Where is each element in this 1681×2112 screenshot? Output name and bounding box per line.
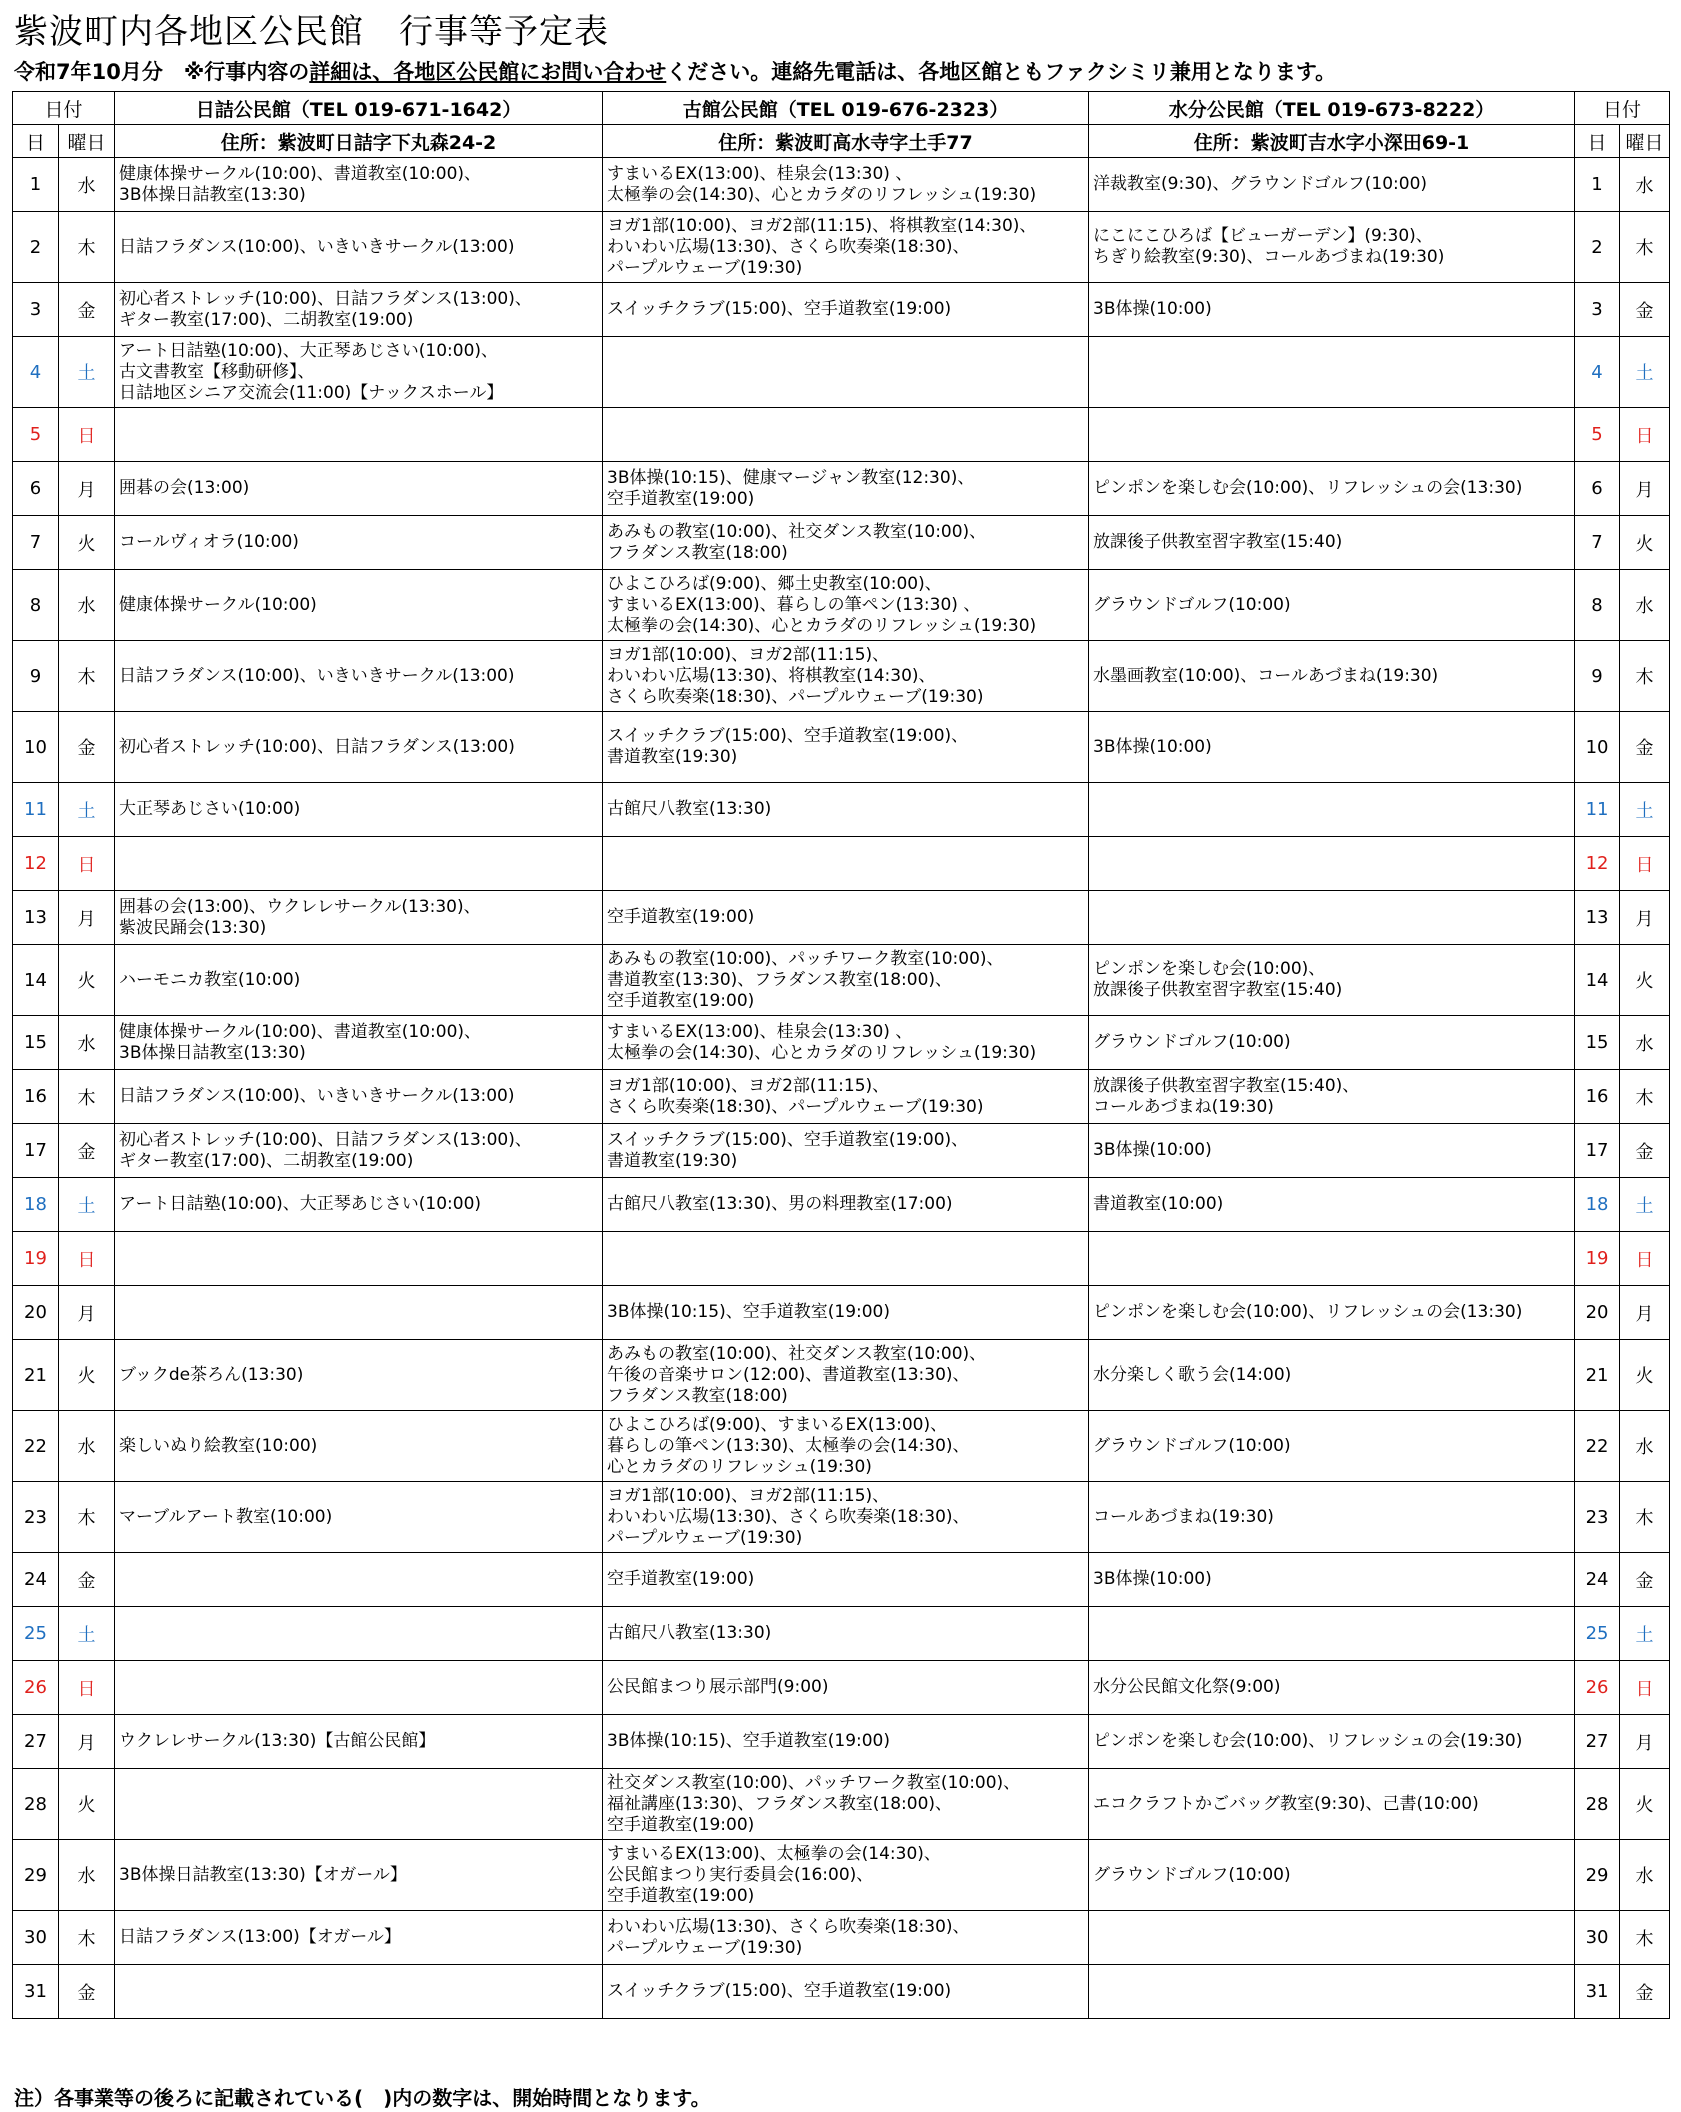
day-cell: 3 [13,283,59,337]
day-cell-right: 7 [1575,516,1620,570]
weekday-cell-right: 水 [1620,158,1670,212]
day-cell-right: 13 [1575,891,1620,945]
hizume-events: 健康体操サークル(10:00)、書道教室(10:00)、 3B体操日詰教室(13:30) [115,158,603,212]
day-cell: 2 [13,212,59,283]
hizume-events [115,1232,603,1286]
furudate-events: 古館尺八教室(13:30)、男の料理教室(17:00) [603,1178,1089,1232]
furudate-events: あみもの教室(10:00)、社交ダンス教室(10:00)、 フラダンス教室(18:00) [603,516,1089,570]
furudate-events: 3B体操(10:15)、空手道教室(19:00) [603,1286,1089,1340]
weekday-cell-right: 月 [1620,1715,1670,1769]
furudate-events [603,337,1089,408]
hall-name-mizuwake: 水分公民館（TEL 019-673-8222） [1089,92,1575,125]
furudate-events: ひよこひろば(9:00)、郷土史教室(10:00)、 すまいるEX(13:00)、暮らしの筆ペン(13:30) 、 太極拳の会(14:30)、心とカラダのリフレッシュ(19:30) [603,570,1089,641]
day-cell: 23 [13,1482,59,1553]
table-row [13,1607,1670,1661]
mizuwake-events: グラウンドゴルフ(10:00) [1089,1016,1575,1070]
mizuwake-events: ピンポンを楽しむ会(10:00)、リフレッシュの会(13:30) [1089,1286,1575,1340]
day-cell: 20 [13,1286,59,1340]
mizuwake-events: にこにこひろば【ビューガーデン】(9:30)、 ちぎり絵教室(9:30)、コールあづまね(19:30) [1089,212,1575,283]
furudate-events: ヨガ1部(10:00)、ヨガ2部(11:15)、 わいわい広場(13:30)、さくら吹奏楽(18:30)、 パープルウェーブ(19:30) [603,1482,1089,1553]
table-row [13,337,1670,408]
weekday-cell-right: 火 [1620,516,1670,570]
day-cell: 28 [13,1769,59,1840]
furudate-events: ヨガ1部(10:00)、ヨガ2部(11:15)、 さくら吹奏楽(18:30)、パープルウェーブ(19:30) [603,1070,1089,1124]
weekday-cell: 木 [59,1070,115,1124]
day-cell: 5 [13,408,59,462]
weekday-cell-right: 日 [1620,837,1670,891]
day-cell: 30 [13,1911,59,1965]
mizuwake-events: 水墨画教室(10:00)、コールあづまね(19:30) [1089,641,1575,712]
weekday-cell-right: 水 [1620,1840,1670,1911]
weekday-cell: 土 [59,337,115,408]
table-row [13,1661,1670,1715]
day-header-left: 日 [13,125,59,158]
header-row-2 [13,125,1670,158]
furudate-events: 空手道教室(19:00) [603,891,1089,945]
hall-address-furudate: 住所：紫波町高水寺字土手77 [603,125,1089,158]
weekday-cell-right: 火 [1620,945,1670,1016]
furudate-events: すまいるEX(13:00)、桂泉会(13:30) 、 太極拳の会(14:30)、心とカラダのリフレッシュ(19:30) [603,1016,1089,1070]
hizume-events: 囲碁の会(13:00) [115,462,603,516]
day-cell: 8 [13,570,59,641]
day-cell-right: 29 [1575,1840,1620,1911]
day-cell-right: 4 [1575,337,1620,408]
hizume-events: 囲碁の会(13:00)、ウクレレサークル(13:30)、 紫波民踊会(13:30) [115,891,603,945]
weekday-cell-right: 金 [1620,1553,1670,1607]
day-cell-right: 18 [1575,1178,1620,1232]
hizume-events: マーブルアート教室(10:00) [115,1482,603,1553]
table-row [13,1286,1670,1340]
hizume-events: アート日詰塾(10:00)、大正琴あじさい(10:00) [115,1178,603,1232]
mizuwake-events [1089,837,1575,891]
weekday-cell-right: 水 [1620,570,1670,641]
furudate-events: ひよこひろば(9:00)、すまいるEX(13:00)、 暮らしの筆ペン(13:30)、太極拳の会(14:30)、 心とカラダのリフレッシュ(19:30) [603,1411,1089,1482]
weekday-cell: 火 [59,945,115,1016]
mizuwake-events: 水分公民館文化祭(9:00) [1089,1661,1575,1715]
table-row [13,641,1670,712]
weekday-cell: 金 [59,712,115,783]
mizuwake-events: ピンポンを楽しむ会(10:00)、リフレッシュの会(13:30) [1089,462,1575,516]
table-row [13,1411,1670,1482]
mizuwake-events: ピンポンを楽しむ会(10:00)、リフレッシュの会(19:30) [1089,1715,1575,1769]
hizume-events: 日詰フラダンス(10:00)、いきいきサークル(13:00) [115,641,603,712]
footnote: 注）各事業等の後ろに記載されている( )内の数字は、開始時間となります。 [14,2086,711,2110]
mizuwake-events: 放課後子供教室習字教室(15:40) [1089,516,1575,570]
day-cell-right: 10 [1575,712,1620,783]
weekday-cell: 日 [59,408,115,462]
weekday-cell-right: 月 [1620,891,1670,945]
hizume-events: 健康体操サークル(10:00) [115,570,603,641]
day-cell-right: 5 [1575,408,1620,462]
table-row [13,837,1670,891]
furudate-events: あみもの教室(10:00)、社交ダンス教室(10:00)、 午後の音楽サロン(12:00)、書道教室(13:30)、 フラダンス教室(18:00) [603,1340,1089,1411]
mizuwake-events [1089,337,1575,408]
table-row [13,1769,1670,1840]
day-cell-right: 14 [1575,945,1620,1016]
table-row [13,1178,1670,1232]
table-row [13,783,1670,837]
day-cell-right: 25 [1575,1607,1620,1661]
furudate-events: ヨガ1部(10:00)、ヨガ2部(11:15)、 わいわい広場(13:30)、将棋教室(14:30)、 さくら吹奏楽(18:30)、パープルウェーブ(19:30) [603,641,1089,712]
hizume-events [115,1661,603,1715]
table-row [13,283,1670,337]
mizuwake-events: 3B体操(10:00) [1089,1553,1575,1607]
day-cell: 25 [13,1607,59,1661]
day-cell-right: 3 [1575,283,1620,337]
weekday-cell: 日 [59,837,115,891]
day-cell-right: 31 [1575,1965,1620,2019]
hizume-events: 楽しいぬり絵教室(10:00) [115,1411,603,1482]
weekday-cell-right: 日 [1620,1661,1670,1715]
weekday-cell-right: 土 [1620,783,1670,837]
subtitle [14,56,1336,86]
day-cell-right: 17 [1575,1124,1620,1178]
hizume-events [115,1607,603,1661]
day-cell: 10 [13,712,59,783]
weekday-cell: 日 [59,1661,115,1715]
day-cell-right: 28 [1575,1769,1620,1840]
weekday-cell: 木 [59,1911,115,1965]
hizume-events: 3B体操日詰教室(13:30)【オガール】 [115,1840,603,1911]
weekday-cell: 木 [59,641,115,712]
weekday-cell-right: 水 [1620,1411,1670,1482]
weekday-cell: 水 [59,1840,115,1911]
table-row [13,712,1670,783]
table-row [13,1482,1670,1553]
weekday-cell-right: 火 [1620,1769,1670,1840]
furudate-events [603,1232,1089,1286]
weekday-cell: 月 [59,462,115,516]
day-cell-right: 22 [1575,1411,1620,1482]
day-cell-right: 8 [1575,570,1620,641]
hizume-events: 初心者ストレッチ(10:00)、日詰フラダンス(13:00) [115,712,603,783]
weekday-cell-right: 月 [1620,1286,1670,1340]
furudate-events: 空手道教室(19:00) [603,1553,1089,1607]
hizume-events [115,408,603,462]
hizume-events: 大正琴あじさい(10:00) [115,783,603,837]
weekday-cell: 火 [59,1769,115,1840]
schedule-table [12,91,1670,2019]
weekday-cell: 水 [59,1411,115,1482]
day-cell: 4 [13,337,59,408]
day-header-right: 日 [1575,125,1620,158]
mizuwake-events [1089,408,1575,462]
hizume-events: ハーモニカ教室(10:00) [115,945,603,1016]
furudate-events: ヨガ1部(10:00)、ヨガ2部(11:15)、将棋教室(14:30)、 わいわい広場(13:30)、さくら吹奏楽(18:30)、 パープルウェーブ(19:30) [603,212,1089,283]
day-cell: 14 [13,945,59,1016]
hizume-events [115,1286,603,1340]
weekday-cell-right: 土 [1620,1178,1670,1232]
day-cell: 22 [13,1411,59,1482]
mizuwake-events: コールあづまね(19:30) [1089,1482,1575,1553]
weekday-cell-right: 木 [1620,641,1670,712]
hall-address-hizume: 住所：紫波町日詰字下丸森24-2 [115,125,603,158]
weekday-cell: 土 [59,783,115,837]
weekday-cell: 日 [59,1232,115,1286]
table-row [13,891,1670,945]
mizuwake-events: 洋裁教室(9:30)、グラウンドゴルフ(10:00) [1089,158,1575,212]
weekday-cell: 火 [59,1340,115,1411]
day-cell-right: 27 [1575,1715,1620,1769]
table-row [13,1124,1670,1178]
subtitle-post: ください。連絡先電話は、各地区館ともファクシミリ兼用となります。 [666,60,1337,84]
day-cell: 29 [13,1840,59,1911]
table-row [13,1340,1670,1411]
furudate-events [603,837,1089,891]
table-row [13,570,1670,641]
hizume-events: アート日詰塾(10:00)、大正琴あじさい(10:00)、 古文書教室【移動研修】、 日詰地区シニア交流会(11:00)【ナックスホール】 [115,337,603,408]
weekday-cell-right: 水 [1620,1016,1670,1070]
date-group-header-right: 日付 [1575,92,1670,125]
table-row [13,1911,1670,1965]
furudate-events: すまいるEX(13:00)、桂泉会(13:30) 、 太極拳の会(14:30)、心とカラダのリフレッシュ(19:30) [603,158,1089,212]
mizuwake-events [1089,1911,1575,1965]
day-cell-right: 24 [1575,1553,1620,1607]
date-group-header-left: 日付 [13,92,115,125]
day-cell-right: 26 [1575,1661,1620,1715]
weekday-cell-right: 土 [1620,1607,1670,1661]
day-cell: 16 [13,1070,59,1124]
hizume-events [115,1769,603,1840]
furudate-events: すまいるEX(13:00)、太極拳の会(14:30)、 公民館まつり実行委員会(16:00)、 空手道教室(19:00) [603,1840,1089,1911]
day-cell-right: 15 [1575,1016,1620,1070]
hizume-events [115,837,603,891]
day-cell: 12 [13,837,59,891]
mizuwake-events: ピンポンを楽しむ会(10:00)、 放課後子供教室習字教室(15:40) [1089,945,1575,1016]
weekday-header-left: 曜日 [59,125,115,158]
day-cell-right: 30 [1575,1911,1620,1965]
day-cell: 18 [13,1178,59,1232]
hizume-events: 健康体操サークル(10:00)、書道教室(10:00)、 3B体操日詰教室(13:30) [115,1016,603,1070]
day-cell: 7 [13,516,59,570]
weekday-cell-right: 金 [1620,1965,1670,2019]
mizuwake-events: 3B体操(10:00) [1089,283,1575,337]
weekday-cell-right: 日 [1620,408,1670,462]
table-row [13,158,1670,212]
table-row [13,212,1670,283]
table-row [13,1715,1670,1769]
weekday-cell: 金 [59,1124,115,1178]
table-row [13,1016,1670,1070]
mizuwake-events [1089,1965,1575,2019]
table-row [13,1965,1670,2019]
hizume-events [115,1965,603,2019]
hizume-events: 日詰フラダンス(13:00)【オガール】 [115,1911,603,1965]
mizuwake-events: 水分楽しく歌う会(14:00) [1089,1340,1575,1411]
day-cell: 13 [13,891,59,945]
weekday-cell: 金 [59,1965,115,2019]
mizuwake-events: グラウンドゴルフ(10:00) [1089,1840,1575,1911]
weekday-header-right: 曜日 [1620,125,1670,158]
weekday-cell: 月 [59,1286,115,1340]
hizume-events: コールヴィオラ(10:00) [115,516,603,570]
weekday-cell: 木 [59,1482,115,1553]
mizuwake-events: 書道教室(10:00) [1089,1178,1575,1232]
furudate-events: スイッチクラブ(15:00)、空手道教室(19:00)、 書道教室(19:30) [603,1124,1089,1178]
weekday-cell-right: 火 [1620,1340,1670,1411]
table-row [13,1232,1670,1286]
weekday-cell-right: 木 [1620,1482,1670,1553]
furudate-events: 社交ダンス教室(10:00)、パッチワーク教室(10:00)、 福祉講座(13:30)、フラダンス教室(18:00)、 空手道教室(19:00) [603,1769,1089,1840]
weekday-cell-right: 木 [1620,1911,1670,1965]
day-cell-right: 9 [1575,641,1620,712]
day-cell-right: 16 [1575,1070,1620,1124]
hizume-events: ウクレレサークル(13:30)【古館公民館】 [115,1715,603,1769]
furudate-events [603,408,1089,462]
day-cell: 26 [13,1661,59,1715]
mizuwake-events [1089,783,1575,837]
hizume-events: ブックde茶ろん(13:30) [115,1340,603,1411]
hall-name-hizume: 日詰公民館（TEL 019-671-1642） [115,92,603,125]
mizuwake-events: 3B体操(10:00) [1089,712,1575,783]
weekday-cell: 水 [59,158,115,212]
mizuwake-events: 3B体操(10:00) [1089,1124,1575,1178]
hall-name-furudate: 古館公民館（TEL 019-676-2323） [603,92,1089,125]
hizume-events [115,1553,603,1607]
subtitle-emphasis: 詳細は、各地区公民館にお問い合わせ [309,60,667,84]
mizuwake-events: グラウンドゴルフ(10:00) [1089,570,1575,641]
day-cell-right: 23 [1575,1482,1620,1553]
weekday-cell: 金 [59,283,115,337]
furudate-events: 3B体操(10:15)、空手道教室(19:00) [603,1715,1089,1769]
mizuwake-events [1089,1232,1575,1286]
weekday-cell-right: 月 [1620,462,1670,516]
mizuwake-events: グラウンドゴルフ(10:00) [1089,1411,1575,1482]
mizuwake-events [1089,1607,1575,1661]
period-label: 令和7年10月分 [14,60,163,84]
furudate-events: 3B体操(10:15)、健康マージャン教室(12:30)、 空手道教室(19:00) [603,462,1089,516]
day-cell: 15 [13,1016,59,1070]
weekday-cell-right: 日 [1620,1232,1670,1286]
day-cell-right: 20 [1575,1286,1620,1340]
hizume-events: 初心者ストレッチ(10:00)、日詰フラダンス(13:00)、 ギター教室(17:00)、二胡教室(19:00) [115,283,603,337]
day-cell: 24 [13,1553,59,1607]
weekday-cell: 木 [59,212,115,283]
weekday-cell: 火 [59,516,115,570]
day-cell: 27 [13,1715,59,1769]
table-row [13,945,1670,1016]
day-cell-right: 6 [1575,462,1620,516]
weekday-cell-right: 木 [1620,212,1670,283]
table-row [13,1840,1670,1911]
weekday-cell-right: 金 [1620,712,1670,783]
subtitle-pre: ※行事内容の [162,60,310,84]
mizuwake-events: 放課後子供教室習字教室(15:40)、 コールあづまね(19:30) [1089,1070,1575,1124]
weekday-cell-right: 金 [1620,283,1670,337]
weekday-cell: 月 [59,891,115,945]
table-row [13,408,1670,462]
day-cell: 9 [13,641,59,712]
hall-address-mizuwake: 住所：紫波町吉水字小深田69-1 [1089,125,1575,158]
furudate-events: あみもの教室(10:00)、パッチワーク教室(10:00)、 書道教室(13:30)、フラダンス教室(18:00)、 空手道教室(19:00) [603,945,1089,1016]
furudate-events: わいわい広場(13:30)、さくら吹奏楽(18:30)、 パープルウェーブ(19:30) [603,1911,1089,1965]
hizume-events: 初心者ストレッチ(10:00)、日詰フラダンス(13:00)、 ギター教室(17:00)、二胡教室(19:00) [115,1124,603,1178]
table-row [13,516,1670,570]
furudate-events: 古館尺八教室(13:30) [603,783,1089,837]
day-cell: 11 [13,783,59,837]
weekday-cell-right: 金 [1620,1124,1670,1178]
table-row [13,1553,1670,1607]
mizuwake-events: エコクラフトかごバッグ教室(9:30)、己書(10:00) [1089,1769,1575,1840]
weekday-cell-right: 木 [1620,1070,1670,1124]
day-cell-right: 2 [1575,212,1620,283]
weekday-cell: 土 [59,1607,115,1661]
day-cell: 6 [13,462,59,516]
weekday-cell: 土 [59,1178,115,1232]
furudate-events: 古館尺八教室(13:30) [603,1607,1089,1661]
weekday-cell: 月 [59,1715,115,1769]
weekday-cell: 水 [59,570,115,641]
day-cell: 31 [13,1965,59,2019]
mizuwake-events [1089,891,1575,945]
hizume-events: 日詰フラダンス(10:00)、いきいきサークル(13:00) [115,212,603,283]
table-row [13,462,1670,516]
day-cell: 17 [13,1124,59,1178]
day-cell-right: 1 [1575,158,1620,212]
table-row [13,1070,1670,1124]
day-cell-right: 21 [1575,1340,1620,1411]
hizume-events: 日詰フラダンス(10:00)、いきいきサークル(13:00) [115,1070,603,1124]
weekday-cell: 金 [59,1553,115,1607]
weekday-cell-right: 土 [1620,337,1670,408]
header-row-1 [13,92,1670,125]
day-cell-right: 12 [1575,837,1620,891]
furudate-events: 公民館まつり展示部門(9:00) [603,1661,1089,1715]
furudate-events: スイッチクラブ(15:00)、空手道教室(19:00) [603,283,1089,337]
day-cell-right: 11 [1575,783,1620,837]
day-cell: 19 [13,1232,59,1286]
day-cell: 1 [13,158,59,212]
day-cell-right: 19 [1575,1232,1620,1286]
day-cell: 21 [13,1340,59,1411]
page-title: 紫波町内各地区公民館 行事等予定表 [14,12,609,52]
weekday-cell: 水 [59,1016,115,1070]
furudate-events: スイッチクラブ(15:00)、空手道教室(19:00)、 書道教室(19:30) [603,712,1089,783]
furudate-events: スイッチクラブ(15:00)、空手道教室(19:00) [603,1965,1089,2019]
